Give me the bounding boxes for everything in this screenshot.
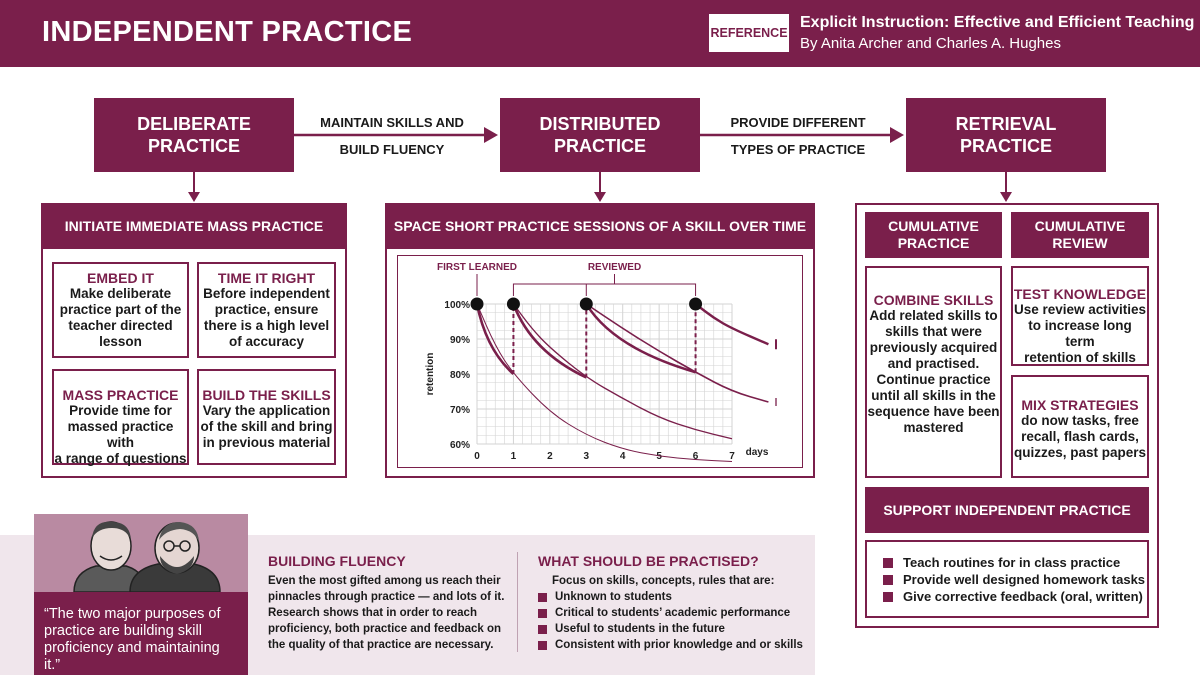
list-item-text: Consistent with prior knowledge and or skills [555, 639, 803, 651]
list-item [538, 605, 808, 621]
card-line: mastered [903, 420, 964, 435]
list-item [538, 589, 808, 605]
card-line: Vary the application [202, 403, 331, 418]
y-tick-label: 80% [449, 370, 470, 381]
subhead-line1: CUMULATIVE [888, 218, 979, 234]
card-line: previously acquired [869, 340, 998, 355]
x-tick-label: 2 [547, 451, 553, 462]
list-item-text: Teach routines for in class practice [903, 555, 1121, 570]
list-item [538, 637, 808, 653]
card-line: massed practice with [67, 419, 174, 450]
card-combine-skills [865, 266, 1002, 478]
list-item-text: Critical to students’ academic performance [555, 607, 791, 619]
bullet-icon [538, 609, 547, 618]
x-tick-label: 0 [474, 451, 480, 462]
x-tick-label: 1 [510, 451, 517, 462]
quote-box [34, 592, 248, 675]
card-line: Continue practice [876, 372, 991, 387]
cumulative-practice-heading [865, 212, 1002, 258]
distributed-heading: SPACE SHORT PRACTICE SESSIONS OF A SKILL OVER TIME [385, 203, 815, 249]
x-tick-label: 6 [692, 451, 699, 462]
fluency-line: pinnacles through practice — and lots of it. [268, 591, 505, 603]
card-title: BUILD THE SKILLS [202, 387, 331, 403]
card-embed-it [52, 262, 189, 358]
review-point [507, 298, 520, 311]
fluency-line: Even the most gifted among us reach their [268, 575, 501, 587]
arrow-label-2-line1: PROVIDE DIFFERENT [730, 115, 866, 130]
bullet-icon [538, 641, 547, 650]
portrait-illustration [34, 514, 248, 592]
quote-text: “The two major purposes of practice are building skill proficiency and maintaining it.” [44, 606, 221, 673]
card-mass-practice [52, 369, 189, 465]
building-fluency-section [268, 553, 508, 653]
y-tick-label: 60% [449, 440, 470, 451]
stage-label-line2: PRACTICE [147, 136, 240, 156]
card-line: in previous material [202, 435, 331, 450]
stage-label-line1: DISTRIBUTED [539, 114, 661, 134]
card-line: to increase long term [1028, 318, 1132, 349]
bullet-icon [538, 625, 547, 634]
card-line: there is a high level [203, 318, 330, 333]
subhead-line2: REVIEW [1052, 235, 1108, 251]
card-title: MIX STRATEGIES [1021, 397, 1139, 413]
card-line: recall, flash cards, [1021, 429, 1139, 444]
bullet-icon [883, 592, 893, 602]
card-line: Use review activities [1013, 302, 1147, 317]
card-line: of accuracy [228, 334, 305, 349]
review-point [580, 298, 593, 311]
card-line: practice, ensure [214, 302, 319, 317]
annotation-reviewed: REVIEWED [587, 262, 642, 273]
card-line: Add related skills to [869, 308, 998, 323]
building-fluency-title: BUILDING FLUENCY [268, 553, 406, 569]
down-arrow-head-1 [188, 192, 200, 202]
review-point [471, 298, 484, 311]
card-test-knowledge [1011, 266, 1149, 366]
card-title: TEST KNOWLEDGE [1013, 286, 1147, 302]
mass-practice-heading: INITIATE IMMEDIATE MASS PRACTICE [41, 203, 347, 249]
cumulative-review-heading [1011, 212, 1149, 258]
card-title: TIME IT RIGHT [217, 270, 316, 286]
reference-badge: REFERENCE [709, 14, 789, 52]
card-title: MASS PRACTICE [62, 387, 179, 403]
bullet-icon [883, 558, 893, 568]
reference-title: Explicit Instruction: Effective and Efficient Teaching [800, 14, 1195, 31]
card-title: COMBINE SKILLS [873, 292, 994, 308]
stage-label-line2: PRACTICE [553, 136, 646, 156]
support-list [865, 540, 1149, 618]
bullet-icon [883, 575, 893, 585]
card-line: Before independent [203, 286, 330, 301]
y-tick-label: 90% [449, 335, 470, 346]
flow-arrows [0, 0, 1200, 210]
what-practised-section [538, 553, 808, 653]
y-tick-label: 100% [444, 300, 470, 311]
x-tick-label: 3 [583, 451, 590, 462]
card-line: skills that were [885, 324, 982, 339]
list-item [538, 621, 808, 637]
card-line: sequence have been [867, 404, 1000, 419]
what-practised-title: WHAT SHOULD BE PRACTISED? [538, 553, 759, 569]
card-line: quizzes, past papers [1013, 445, 1147, 460]
list-item-text: Give corrective feedback (oral, written) [903, 589, 1143, 604]
x-tick-label: 4 [619, 451, 626, 462]
list-item [883, 588, 1147, 605]
list-item-text: Provide well designed homework tasks [903, 572, 1146, 587]
card-line: lesson [99, 334, 142, 349]
arrow-label-1-line1: MAINTAIN SKILLS AND [320, 115, 464, 130]
review-point [689, 298, 702, 311]
support-heading: SUPPORT INDEPENDENT PRACTICE [865, 487, 1149, 533]
card-line: until all skills in the [871, 388, 996, 403]
fluency-line: Research shows that in order to reach [268, 607, 477, 619]
card-title: EMBED IT [87, 270, 154, 286]
divider [517, 552, 518, 652]
page-title: INDEPENDENT PRACTICE [42, 16, 413, 48]
card-build-the-skills [197, 369, 336, 465]
fluency-line: proficiency, both practice and feedback on [268, 623, 502, 635]
stage-label-line1: RETRIEVAL [955, 114, 1057, 134]
fluency-line: the quality of that practice are necessary. [268, 639, 494, 651]
reviewed-bracket [513, 284, 695, 296]
what-practised-intro: Focus on skills, concepts, rules that are: [552, 575, 775, 587]
list-item-text: Unknown to students [555, 591, 672, 603]
x-tick-label: 5 [656, 451, 662, 462]
bullet-icon [538, 593, 547, 602]
x-tick-label: 7 [729, 451, 735, 462]
annotation-first-learned: FIRST LEARNED [437, 262, 517, 273]
arrow-label-2-line2: TYPES OF PRACTICE [730, 142, 866, 157]
card-line: Make deliberate [69, 286, 172, 301]
list-item [883, 554, 1147, 571]
retention-chart [385, 250, 815, 475]
arrow-label-1-line2: BUILD FLUENCY [339, 142, 445, 157]
subhead-line1: CUMULATIVE [1034, 218, 1126, 234]
card-line: Provide time for [69, 403, 172, 418]
down-arrow-head-2 [594, 192, 606, 202]
y-axis-label: retention [425, 352, 436, 396]
x-axis-label: days [745, 447, 769, 458]
subhead-line2: PRACTICE [897, 235, 970, 251]
card-line: do now tasks, free [1021, 413, 1139, 428]
down-arrow-head-3 [1000, 192, 1012, 202]
card-time-it-right [197, 262, 336, 358]
reference-authors: By Anita Archer and Charles A. Hughes [800, 35, 1061, 52]
authors-portrait-image [34, 514, 248, 592]
y-tick-label: 70% [449, 405, 470, 416]
stage-label-line1: DELIBERATE [137, 114, 251, 134]
card-line: retention of skills [1024, 350, 1136, 365]
card-line: teacher directed [68, 318, 173, 333]
list-item [883, 571, 1147, 588]
card-line: and practised. [887, 356, 980, 371]
card-mix-strategies [1011, 375, 1149, 478]
card-line: practice part of the [59, 302, 182, 317]
list-item-text: Useful to students in the future [555, 623, 725, 635]
card-line: a range of questions [54, 451, 187, 466]
stage-label-line2: PRACTICE [959, 136, 1052, 156]
card-line: of the skill and bring [200, 419, 333, 434]
